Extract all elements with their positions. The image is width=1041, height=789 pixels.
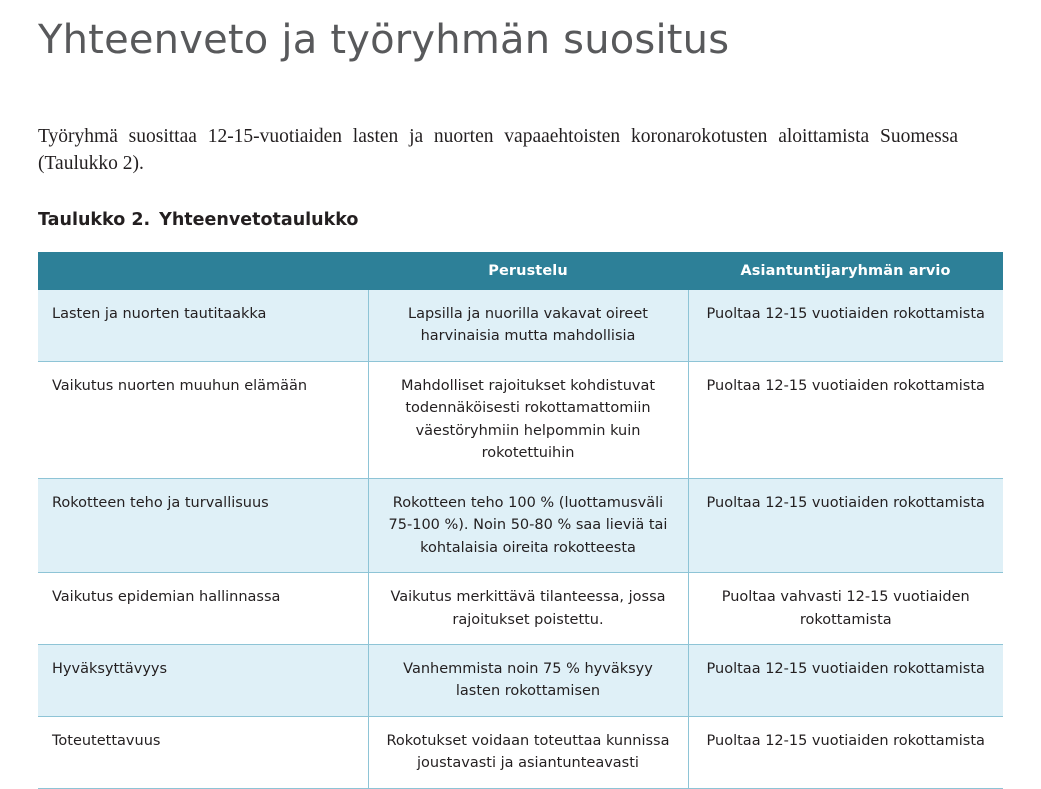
cell-criterion: Hyväksyttävyys	[38, 644, 368, 716]
cell-criterion: Vaikutus epidemian hallinnassa	[38, 573, 368, 645]
cell-perustelu: Vanhemmista noin 75 % hyväksyy lasten rokottamisen	[368, 644, 688, 716]
cell-arvio: Puoltaa vahvasti 12-15 vuotiaiden rokottamista	[688, 573, 1003, 645]
table-row	[38, 573, 1003, 645]
cell-perustelu: Rokotteen teho 100 % (luottamusväli 75-100 %). Noin 50-80 % saa lieviä tai kohtalaisia oireita rokotteesta	[368, 478, 688, 572]
column-header-arvio: Asiantuntijaryhmän arvio	[688, 252, 1003, 290]
column-header-criterion	[38, 252, 368, 290]
table-row	[38, 716, 1003, 788]
table-head	[38, 252, 1003, 290]
cell-criterion: Rokotteen teho ja turvallisuus	[38, 478, 368, 572]
table-caption-text: Yhteenvetotaulukko	[159, 209, 359, 230]
cell-arvio: Puoltaa 12-15 vuotiaiden rokottamista	[688, 290, 1003, 361]
cell-arvio: Puoltaa 12-15 vuotiaiden rokottamista	[688, 716, 1003, 788]
table-caption	[38, 178, 1001, 230]
table-row	[38, 290, 1003, 361]
cell-perustelu: Mahdolliset rajoitukset kohdistuvat todennäköisesti rokottamattomiin väestöryhmiin helpommin kuin rokotettuihin	[368, 361, 688, 478]
intro-paragraph: Työryhmä suosittaa 12-15-vuotiaiden lasten ja nuorten vapaaehtoisten koronarokotusten aloittamista Suomessa (Taulukko 2).	[38, 126, 958, 174]
summary-table	[38, 252, 1003, 789]
cell-arvio: Puoltaa 12-15 vuotiaiden rokottamista	[688, 644, 1003, 716]
table-caption-number: Taulukko 2.	[38, 209, 151, 230]
cell-perustelu: Vaikutus merkittävä tilanteessa, jossa rajoitukset poistettu.	[368, 573, 688, 645]
cell-arvio: Puoltaa 12-15 vuotiaiden rokottamista	[688, 478, 1003, 572]
cell-perustelu: Rokotukset voidaan toteuttaa kunnissa joustavasti ja asiantunteavasti	[368, 716, 688, 788]
table-row	[38, 361, 1003, 478]
cell-criterion: Lasten ja nuorten tautitaakka	[38, 290, 368, 361]
page-title: Yhteenveto ja työryhmän suositus	[38, 17, 730, 63]
column-header-perustelu: Perustelu	[368, 252, 688, 290]
cell-arvio: Puoltaa 12-15 vuotiaiden rokottamista	[688, 361, 1003, 478]
cell-perustelu: Lapsilla ja nuorilla vakavat oireet harvinaisia mutta mahdollisia	[368, 290, 688, 361]
cell-criterion: Vaikutus nuorten muuhun elämään	[38, 361, 368, 478]
table-row	[38, 644, 1003, 716]
table-row	[38, 478, 1003, 572]
table-header-row	[38, 252, 1003, 290]
table-body	[38, 290, 1003, 789]
cell-criterion: Toteutettavuus	[38, 716, 368, 788]
